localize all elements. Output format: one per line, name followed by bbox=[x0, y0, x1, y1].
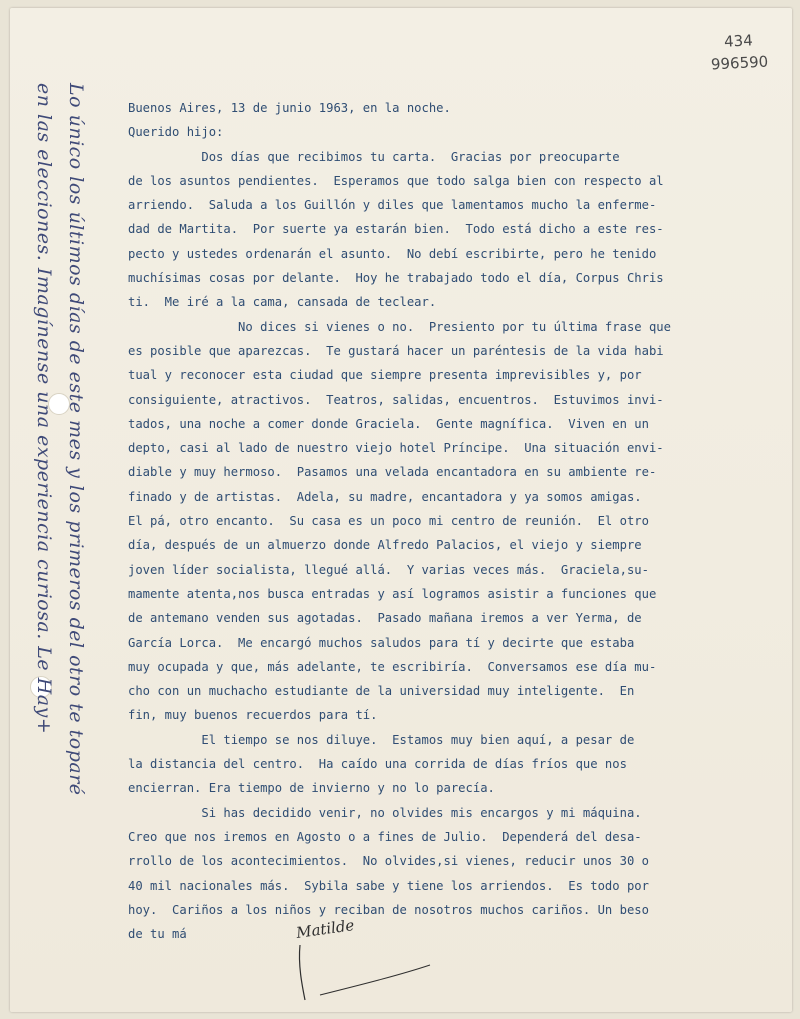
letter-closing: de tu má bbox=[128, 927, 187, 942]
letter-line: tual y reconocer esta ciudad que siempre presenta imprevisibles y, por bbox=[128, 368, 642, 383]
letter-line: Creo que nos iremos en Agosto o a fines de Julio. Dependerá del desa- bbox=[128, 829, 642, 844]
letter-line: la distancia del centro. Ha caído una corrida de días fríos que nos bbox=[128, 757, 627, 772]
letter-heading-date: Buenos Aires, 13 de junio 1963, en la noche. bbox=[128, 101, 451, 115]
handwritten-signature: Matilde bbox=[295, 916, 356, 942]
letter-line: Dos días que recibimos tu carta. Gracias por preocuparte bbox=[128, 149, 620, 164]
letter-line: El tiempo se nos diluye. Estamos muy bien aquí, a pesar de bbox=[128, 732, 635, 747]
letter-line: dad de Martita. Por suerte ya estarán bien. Todo está dicho a este res- bbox=[128, 222, 664, 237]
letter-line: de los asuntos pendientes. Esperamos que todo salga bien con respecto al bbox=[128, 173, 664, 188]
letter-line: encierran. Era tiempo de invierno y no lo parecía. bbox=[128, 781, 495, 796]
letter-line: hoy. Cariños a los niños y reciban de nosotros muchos cariños. Un beso bbox=[128, 902, 649, 917]
letter-line: finado y de artistas. Adela, su madre, encantadora y ya somos amigas. bbox=[128, 489, 642, 504]
letter-line: ti. Me iré a la cama, cansada de teclear. bbox=[128, 295, 437, 310]
letter-line: rrollo de los acontecimientos. No olvides,si vienes, reducir unos 30 o bbox=[128, 854, 649, 869]
letter-line: pecto y ustedes ordenarán el asunto. No debí escribirte, pero he tenido bbox=[128, 246, 657, 261]
typed-letter-body bbox=[128, 96, 778, 946]
letter-line: arriendo. Saluda a los Guillón y diles que lamentamos mucho la enferme- bbox=[128, 198, 657, 213]
letter-line: de antemano venden sus agotadas. Pasado mañana iremos a ver Yerma, de bbox=[128, 611, 642, 626]
letter-line: mamente atenta,nos busca entradas y así logramos asistir a funciones que bbox=[128, 586, 657, 601]
archive-code-bottom: 996590 bbox=[710, 52, 769, 74]
letter-line: García Lorca. Me encargó muchos saludos para tí y decirte que estaba bbox=[128, 635, 635, 650]
archive-code bbox=[703, 28, 775, 76]
letter-line: joven líder socialista, llegué allá. Y varias veces más. Graciela,su- bbox=[128, 562, 649, 577]
letter-line: diable y muy hermoso. Pasamos una velada encantadora en su ambiente re- bbox=[128, 465, 657, 480]
letter-line: tados, una noche a comer donde Graciela. Gente magnífica. Viven en un bbox=[128, 416, 649, 431]
signature-flourish bbox=[280, 905, 450, 1005]
margin-note-line: Lo único los últimos días de este mes y los primeros del otro te toparé bbox=[65, 83, 87, 796]
margin-note-line: en las elecciones. Imagínense una experiencia curiosa. Le Hay+ bbox=[33, 83, 55, 735]
letter-line: cho con un muchacho estudiante de la universidad muy inteligente. En bbox=[128, 684, 635, 699]
letter-line: muchísimas cosas por delante. Hoy he trabajado todo el día, Corpus Chris bbox=[128, 271, 664, 286]
handwritten-margin-note bbox=[2, 83, 92, 913]
archive-code-top: 434 bbox=[723, 31, 754, 51]
letter-line: fin, muy buenos recuerdos para tí. bbox=[128, 708, 378, 723]
letter-line: Si has decidido venir, no olvides mis encargos y mi máquina. bbox=[128, 805, 642, 820]
letter-line: El pá, otro encanto. Su casa es un poco mi centro de reunión. El otro bbox=[128, 514, 649, 529]
letter-line: día, después de un almuerzo donde Alfredo Palacios, el viejo y siempre bbox=[128, 538, 642, 553]
letter-salutation: Querido hijo: bbox=[128, 125, 224, 140]
letter-line: es posible que aparezcas. Te gustará hacer un paréntesis de la vida habi bbox=[128, 343, 664, 358]
letter-line: consiguiente, atractivos. Teatros, salidas, encuentros. Estuvimos invi- bbox=[128, 392, 664, 407]
letter-line: No dices si vienes o no. Presiento por tu última frase que bbox=[128, 319, 671, 334]
letter-line: muy ocupada y que, más adelante, te escribiría. Conversamos ese día mu- bbox=[128, 659, 657, 674]
letter-line: 40 mil nacionales más. Sybila sabe y tiene los arriendos. Es todo por bbox=[128, 878, 649, 893]
letter-line: depto, casi al lado de nuestro viejo hotel Príncipe. Una situación envi- bbox=[128, 441, 664, 456]
